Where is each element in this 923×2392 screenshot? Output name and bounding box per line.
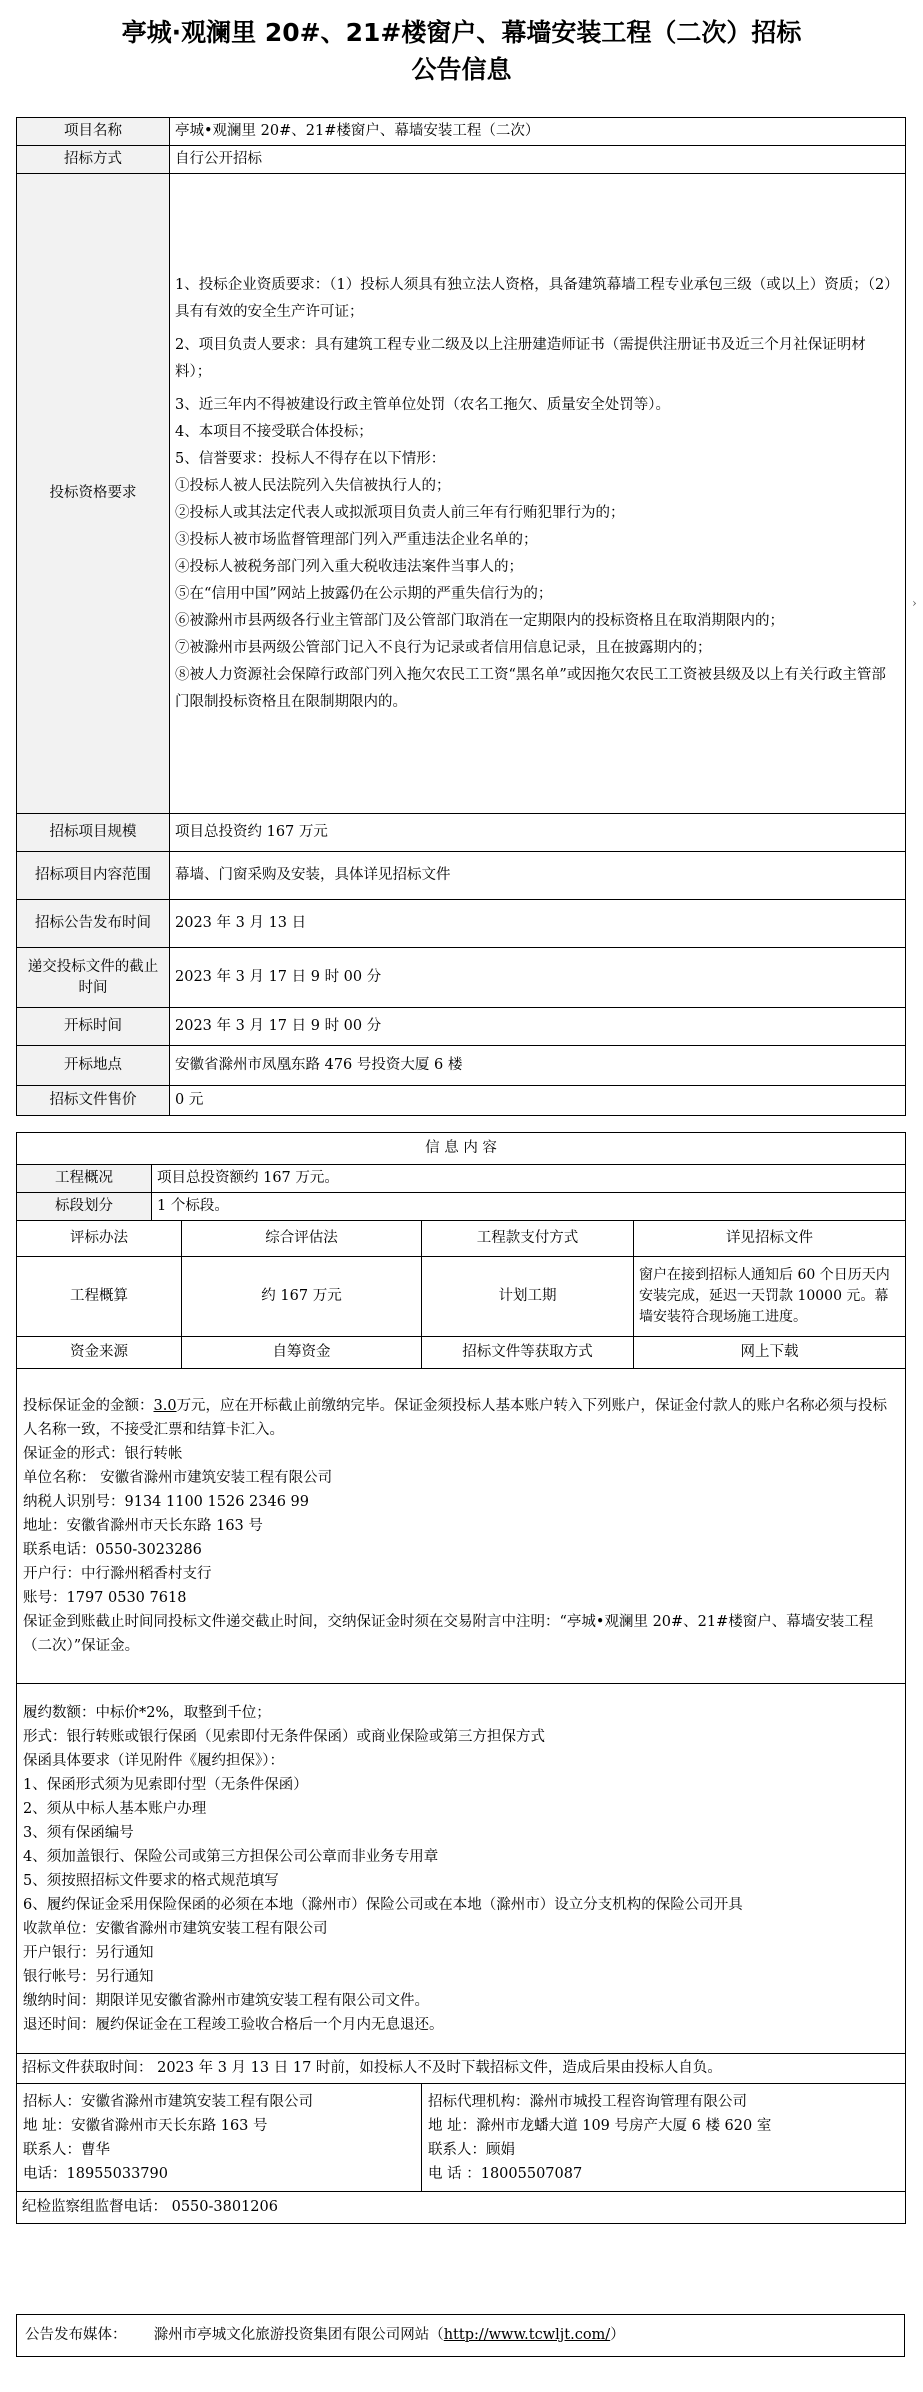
deposit-line: 开户行：中行滁州稻香村支行 [23,1566,212,1582]
grid-cell: 招标文件等获取方式 [422,1337,634,1369]
media-close: ） [610,2327,625,2343]
deposit-amount: 3.0 [153,1398,177,1414]
table-row [17,1086,906,1116]
info-content-table [16,1132,906,2224]
qualification-item: ⑤在“信用中国”网站上披露仍在公示期的严重失信行为的； [175,585,553,602]
grid-cell: 自筹资金 [182,1337,422,1369]
info-header: 信 息 内 容 [17,1133,906,1165]
performance-line: 形式：银行转账或银行保函（见索即付无条件保函）或商业保险或第三方担保方式 [23,1728,545,1745]
performance-row [17,1684,906,2054]
performance-line: 缴纳时间：期限详见安徽省滁州市建筑安装工程有限公司文件。 [23,1992,429,2009]
deposit-amount-suffix: 万元，应在开标截止前缴纳完毕。保证金须投标人基本账户转入下列账户，保证金付款人的账户名称必须与投标人名称一致，不接受汇票和结算卡汇入。 [23,1398,888,1438]
qualification-item: ②投标人或其法定代表人或拟派项目负责人前三年有行贿犯罪行为的； [175,504,625,521]
table-row [17,2315,905,2357]
row-value: 项目总投资约 167 万元 [170,814,906,852]
qualification-item: ⑧被人力资源社会保障行政部门列入拖欠农民工工资“黑名单”或因拖欠农民工工资被县级及以上有关行政主管部门限制投标资格且在限制期限内的。 [175,666,886,710]
tenderer-block [17,2084,422,2192]
performance-line: 收款单位：安徽省滁州市建筑安装工程有限公司 [23,1920,328,1937]
deposit-line: 纳税人识别号：9134 1100 1526 2346 99 [23,1494,309,1510]
performance-line: 保函具体要求（详见附件《履约担保》）： [23,1752,284,1769]
qualification-item: 2、项目负责人要求：具有建筑工程专业二级及以上注册建造师证书（需提供注册证书及近三个月社保证明材料）； [175,336,866,380]
deposit-line: 地址：安徽省滁州市天长东路 163 号 [23,1518,263,1534]
agent-line: 联系人：顾娟 [428,2141,515,2158]
deposit-line: 账号：1797 0530 7618 [23,1590,187,1606]
title-line-1: 亭城·观澜里 20#、21#楼窗户、幕墙安装工程（二次）招标 [121,18,802,47]
tenderer-line: 电话：18955033790 [23,2165,168,2182]
table-row [17,1008,906,1046]
row-label: 递交投标文件的截止时间 [17,948,170,1008]
grid-cell: 工程概算 [17,1257,182,1337]
section-value: 1 个标段。 [152,1193,906,1221]
grid-cell: 评标办法 [17,1221,182,1257]
performance-line: 3、须有保函编号 [23,1824,134,1841]
qualification-item: ④投标人被税务部门列入重大税收违法案件当事人的； [175,558,523,575]
bid-info-table [16,117,906,1116]
title-line-2: 公告信息 [411,55,512,84]
table-row [17,948,906,1008]
row-value: 0 元 [170,1086,906,1116]
grid-cell: 工程款支付方式 [422,1221,634,1257]
table-row [17,814,906,852]
grid-cell: 约 167 万元 [182,1257,422,1337]
performance-line: 1、保函形式须为见索即付型（无条件保函） [23,1776,308,1793]
qualification-item: 1、投标企业资质要求：（1）投标人须具有独立法人资格，具备建筑幕墙工程专业承包三级（或以上）资质；（2）具有有效的安全生产许可证； [175,276,899,320]
deposit-line: 单位名称： 安徽省滁州市建筑安装工程有限公司 [23,1470,333,1486]
table-header-row [17,1133,906,1165]
table-row [17,1193,906,1221]
qualification-item: ⑦被滁州市县两级公管部门记入不良行为记录或者信用信息记录，且在披露期内的； [175,639,712,656]
obtain-time: 招标文件获取时间： 2023 年 3 月 13 日 17 时前，如投标人不及时下载招标文件，造成后果由投标人自负。 [17,2054,906,2084]
media-link[interactable]: http://www.tcwljt.com/ [443,2327,611,2343]
performance-line: 退还时间：履约保证金在工程竣工验收合格后一个月内无息退还。 [23,2016,444,2033]
tenderer-line: 地 址：安徽省滁州市天长东路 163 号 [23,2117,268,2134]
overview-value: 项目总投资额约 167 万元。 [152,1165,906,1193]
table-row [17,2054,906,2084]
deposit-amount-line [23,1394,899,1442]
performance-line: 2、须从中标人基本账户办理 [23,1800,207,1817]
row-label: 招标文件售价 [17,1086,170,1116]
contacts-row [17,2084,906,2192]
media-table [16,2314,905,2357]
row-value: 2023 年 3 月 17 日 9 时 00 分 [170,1008,906,1046]
performance-line: 5、须按照招标文件要求的格式规范填写 [23,1872,279,1889]
grid-cell: 资金来源 [17,1337,182,1369]
performance-line: 履约数额：中标价*2%，取整到千位； [23,1704,271,1721]
table-row [17,2192,906,2224]
performance-line: 银行帐号：另行通知 [23,1968,154,1985]
supervision-phone: 纪检监察组监督电话： 0550-3801206 [17,2192,906,2224]
table-row [17,146,906,174]
qualification-item: 4、本项目不接受联合体投标； [175,423,373,440]
grid-cell: 综合评估法 [182,1221,422,1257]
table-row [17,1046,906,1086]
agent-line: 招标代理机构：滁州市城投工程咨询管理有限公司 [428,2093,747,2110]
table-row [17,118,906,146]
tenderer-line: 联系人：曹华 [23,2141,110,2158]
chevron-right-icon: › [912,596,917,610]
row-label: 开标时间 [17,1008,170,1046]
table-row [17,900,906,948]
agent-block [422,2084,906,2192]
deposit-row [17,1369,906,1684]
performance-line: 4、须加盖银行、保险公司或第三方担保公司公章而非业务专用章 [23,1848,439,1865]
qualification-row [17,174,906,814]
performance-line: 开户银行：另行通知 [23,1944,154,1961]
row-label: 招标项目内容范围 [17,852,170,900]
row-label: 招标方式 [17,146,170,174]
qualification-item: 5、信誉要求：投标人不得存在以下情形： [175,450,446,467]
deposit-amount-prefix: 投标保证金的金额： [23,1398,154,1414]
grid-cell: 计划工期 [422,1257,634,1337]
grid-cell: 详见招标文件 [634,1221,906,1257]
qualification-item: ①投标人被人民法院列入失信被执行人的； [175,477,451,494]
table-row [17,852,906,900]
deposit-note: 保证金到账截止时间同投标文件递交截止时间，交纳保证金时须在交易附言中注明：“亭城•观澜里 20#、21#楼窗户、幕墙安装工程（二次）”保证金。 [23,1614,874,1654]
qualification-label: 投标资格要求 [17,174,170,814]
qualification-item: ⑥被滁州市县两级各行业主管部门及公管部门取消在一定期限内的投标资格且在取消期限内的； [175,612,784,629]
qualification-content [170,174,906,814]
table-row [17,1165,906,1193]
grid-cell: 网上下载 [634,1337,906,1369]
qualification-item: 3、近三年内不得被建设行政主管单位处罚（农名工拖欠、质量安全处罚等）。 [175,396,670,413]
tenderer-line: 招标人：安徽省滁州市建筑安装工程有限公司 [23,2093,313,2110]
document-title [0,14,923,88]
qualification-item: ③投标人被市场监督管理部门列入严重违法企业名单的； [175,531,538,548]
performance-line: 6、履约保证金采用保险保函的必须在本地（滁州市）保险公司或在本地（滁州市）设立分支机构的保险公司开具 [23,1896,743,1913]
deposit-line: 联系电话：0550-3023286 [23,1542,202,1558]
row-label: 招标项目规模 [17,814,170,852]
performance-block [17,1684,906,2054]
row-label: 招标公告发布时间 [17,900,170,948]
row-value: 安徽省滁州市凤凰东路 476 号投资大厦 6 楼 [170,1046,906,1086]
agent-line: 电 话 ：18005507087 [428,2165,583,2182]
deposit-line: 保证金的形式：银行转帐 [23,1446,183,1462]
row-value: 2023 年 3 月 17 日 9 时 00 分 [170,948,906,1008]
row-label: 项目名称 [17,118,170,146]
media-cell [17,2315,905,2357]
row-value: 幕墙、门窗采购及安装，具体详见招标文件 [170,852,906,900]
table-row [17,1221,906,1257]
row-value: 自行公开招标 [170,146,906,174]
table-row [17,1257,906,1337]
deposit-block [17,1369,906,1684]
grid-cell: 窗户在接到招标人通知后 60 个日历天内安装完成，延迟一天罚款 10000 元。幕墙安装符合现场施工进度。 [634,1257,906,1337]
table-row [17,1337,906,1369]
media-label: 公告发布媒体： [25,2327,127,2343]
row-label: 开标地点 [17,1046,170,1086]
row-value: 亭城•观澜里 20#、21#楼窗户、幕墙安装工程（二次） [170,118,906,146]
agent-line: 地 址：滁州市龙蟠大道 109 号房产大厦 6 楼 620 室 [428,2117,772,2134]
row-value: 2023 年 3 月 13 日 [170,900,906,948]
media-value: 滁州市亭城文化旅游投资集团有限公司网站（ [153,2327,444,2343]
section-label: 标段划分 [17,1193,152,1221]
overview-label: 工程概况 [17,1165,152,1193]
